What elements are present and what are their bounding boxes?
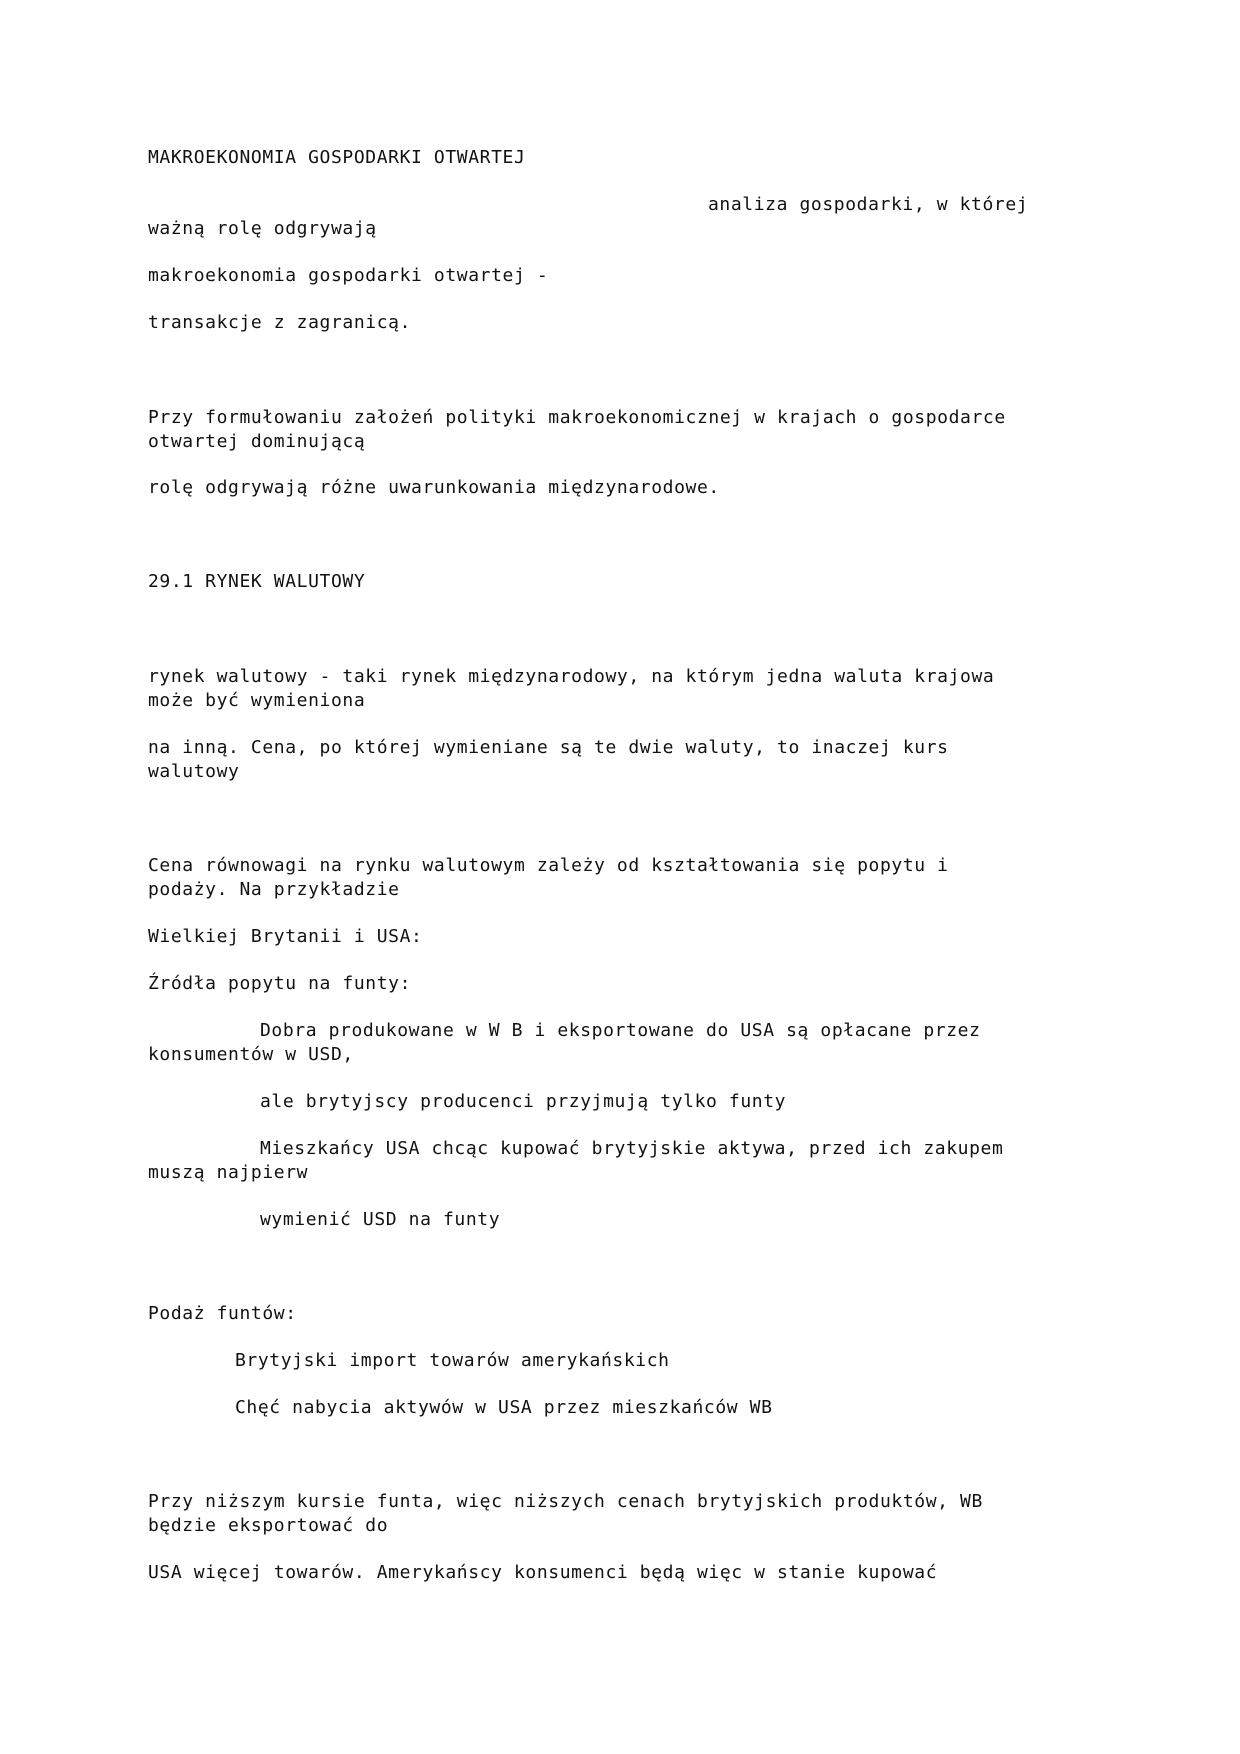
definition-text-transactions: transakcje z zagranicą. — [148, 312, 412, 333]
supply-heading: Podaż funtów: — [148, 1303, 297, 1324]
paragraph-market-line-4: walutowy — [148, 761, 240, 782]
paragraph-equilibrium-line-3: Wielkiej Brytanii i USA: — [148, 926, 423, 947]
paragraph-exchange-line-3: USA więcej towarów. Amerykańscy konsumenci będą więc w stanie kupować — [148, 1562, 938, 1583]
section-heading: 29.1 RYNEK WALUTOWY — [148, 571, 366, 592]
paragraph-equilibrium-line-1: Cena równowagi na rynku walutowym zależy od kształtowania się popytu i — [148, 855, 949, 876]
demand-item-1-line-1: Dobra produkowane w W B i eksportowane do USA są opłacane przez — [260, 1020, 981, 1041]
paragraph-policy-line-2: otwartej dominującą — [148, 431, 366, 452]
paragraph-equilibrium-line-2: podaży. Na przykładzie — [148, 879, 400, 900]
demand-item-2-line-1: Mieszkańcy USA chcąc kupować brytyjskie aktywa, przed ich zakupem — [260, 1138, 1004, 1159]
definition-term: makroekonomia gospodarki otwartej - — [148, 265, 549, 286]
demand-item-1-line-3: ale brytyjscy producenci przyjmują tylko funty — [260, 1091, 787, 1112]
paragraph-policy-line-1: Przy formułowaniu założeń polityki makroekonomicznej w krajach o gospodarce — [148, 407, 1006, 428]
demand-item-1-line-2: konsumentów w USD, — [148, 1044, 354, 1065]
definition-text-role: ważną rolę odgrywają — [148, 218, 377, 239]
definition-text-right: analiza gospodarki, w której — [708, 194, 1029, 215]
supply-item-2: Chęć nabycia aktywów w USA przez mieszkańców WB — [235, 1397, 773, 1418]
paragraph-market-line-1: rynek walutowy - taki rynek międzynarodowy, na którym jedna waluta krajowa — [148, 666, 995, 687]
paragraph-market-line-3: na inną. Cena, po której wymieniane są te dwie waluty, to inaczej kurs — [148, 737, 949, 758]
demand-item-2-line-2: muszą najpierw — [148, 1162, 309, 1183]
demand-item-2-line-3: wymienić USD na funty — [260, 1209, 501, 1230]
demand-heading: Źródła popytu na funty: — [148, 973, 412, 994]
supply-item-1: Brytyjski import towarów amerykańskich — [235, 1350, 670, 1371]
paragraph-exchange-line-1: Przy niższym kursie funta, więc niższych cenach brytyjskich produktów, WB — [148, 1491, 983, 1512]
paragraph-exchange-line-2: będzie eksportować do — [148, 1515, 389, 1536]
document-title: MAKROEKONOMIA GOSPODARKI OTWARTEJ — [148, 147, 526, 168]
paragraph-market-line-2: może być wymieniona — [148, 690, 366, 711]
paragraph-policy-line-3: rolę odgrywają różne uwarunkowania międzynarodowe. — [148, 477, 720, 498]
